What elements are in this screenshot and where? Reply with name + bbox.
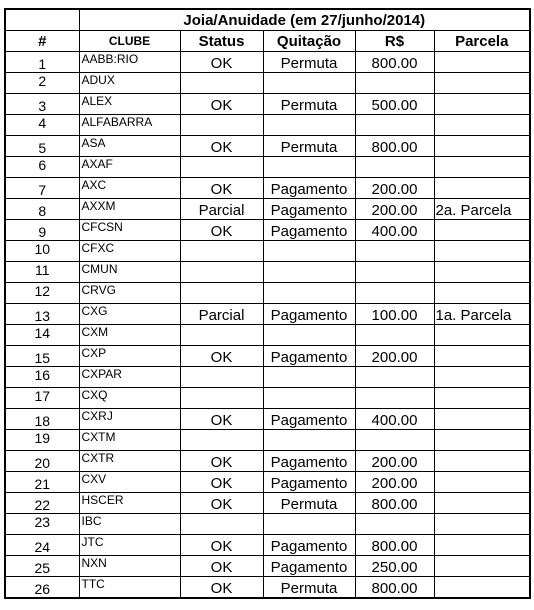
clube-cell: CXTM bbox=[79, 430, 180, 451]
valor-cell bbox=[355, 430, 434, 451]
col-header-status: Status bbox=[180, 31, 263, 52]
parcela-cell bbox=[434, 178, 530, 199]
status-cell: OK bbox=[180, 346, 263, 367]
status-cell: OK bbox=[180, 451, 263, 472]
parcela-cell bbox=[434, 388, 530, 409]
quitacao-cell: Permuta bbox=[263, 94, 355, 115]
row-number: 19 bbox=[5, 430, 79, 451]
parcela-cell bbox=[434, 535, 530, 556]
row-number: 15 bbox=[5, 346, 79, 367]
status-cell: OK bbox=[180, 535, 263, 556]
table-row bbox=[5, 94, 530, 115]
status-cell: Parcial bbox=[180, 304, 263, 325]
title-blank-cell bbox=[5, 9, 79, 31]
valor-cell: 200.00 bbox=[355, 199, 434, 220]
row-number: 12 bbox=[5, 283, 79, 304]
quitacao-cell bbox=[263, 367, 355, 388]
table-row bbox=[5, 52, 530, 73]
table-row bbox=[5, 283, 530, 304]
clube-cell: JTC bbox=[79, 535, 180, 556]
valor-cell bbox=[355, 241, 434, 262]
table-row bbox=[5, 430, 530, 451]
quitacao-cell: Permuta bbox=[263, 493, 355, 514]
valor-cell: 500.00 bbox=[355, 94, 434, 115]
parcela-cell bbox=[434, 514, 530, 535]
status-cell bbox=[180, 283, 263, 304]
clube-cell: ASA bbox=[79, 136, 180, 157]
table-row bbox=[5, 346, 530, 367]
row-number: 2 bbox=[5, 73, 79, 94]
quitacao-cell: Pagamento bbox=[263, 220, 355, 241]
quitacao-cell: Permuta bbox=[263, 136, 355, 157]
valor-cell: 400.00 bbox=[355, 409, 434, 430]
parcela-cell bbox=[434, 409, 530, 430]
row-number: 23 bbox=[5, 514, 79, 535]
table-row bbox=[5, 472, 530, 493]
header-row bbox=[5, 31, 530, 52]
valor-cell bbox=[355, 325, 434, 346]
col-header-parcela: Parcela bbox=[434, 31, 530, 52]
valor-cell bbox=[355, 388, 434, 409]
status-cell bbox=[180, 157, 263, 178]
quitacao-cell: Pagamento bbox=[263, 304, 355, 325]
status-cell bbox=[180, 325, 263, 346]
table-row bbox=[5, 178, 530, 199]
row-number: 3 bbox=[5, 94, 79, 115]
row-number: 24 bbox=[5, 535, 79, 556]
row-number: 8 bbox=[5, 199, 79, 220]
row-number: 18 bbox=[5, 409, 79, 430]
status-cell: OK bbox=[180, 577, 263, 599]
quitacao-cell: Pagamento bbox=[263, 199, 355, 220]
table-title: Joia/Anuidade (em 27/junho/2014) bbox=[79, 9, 530, 31]
row-number: 9 bbox=[5, 220, 79, 241]
parcela-cell bbox=[434, 241, 530, 262]
status-cell bbox=[180, 262, 263, 283]
parcela-cell bbox=[434, 283, 530, 304]
table-row bbox=[5, 451, 530, 472]
status-cell bbox=[180, 367, 263, 388]
table-row bbox=[5, 136, 530, 157]
row-number: 25 bbox=[5, 556, 79, 577]
valor-cell bbox=[355, 514, 434, 535]
col-header-valor: R$ bbox=[355, 31, 434, 52]
valor-cell: 200.00 bbox=[355, 178, 434, 199]
parcela-cell bbox=[434, 136, 530, 157]
status-cell: OK bbox=[180, 472, 263, 493]
valor-cell: 100.00 bbox=[355, 304, 434, 325]
quitacao-cell: Pagamento bbox=[263, 409, 355, 430]
row-number: 22 bbox=[5, 493, 79, 514]
status-cell: OK bbox=[180, 409, 263, 430]
parcela-cell bbox=[434, 493, 530, 514]
valor-cell: 200.00 bbox=[355, 472, 434, 493]
table-row bbox=[5, 367, 530, 388]
clube-cell: CFXC bbox=[79, 241, 180, 262]
col-header-clube: CLUBE bbox=[79, 31, 180, 52]
status-cell: OK bbox=[180, 220, 263, 241]
parcela-cell bbox=[434, 262, 530, 283]
valor-cell bbox=[355, 367, 434, 388]
table-row bbox=[5, 262, 530, 283]
valor-cell bbox=[355, 73, 434, 94]
parcela-cell bbox=[434, 220, 530, 241]
col-header-quitacao: Quitação bbox=[263, 31, 355, 52]
col-header-number: # bbox=[5, 31, 79, 52]
parcela-cell bbox=[434, 367, 530, 388]
quitacao-cell: Pagamento bbox=[263, 472, 355, 493]
status-cell bbox=[180, 514, 263, 535]
quitacao-cell bbox=[263, 325, 355, 346]
status-cell: OK bbox=[180, 52, 263, 73]
clube-cell: CRVG bbox=[79, 283, 180, 304]
quitacao-cell bbox=[263, 157, 355, 178]
status-cell: OK bbox=[180, 556, 263, 577]
joia-anuidade-table bbox=[4, 8, 531, 599]
valor-cell: 800.00 bbox=[355, 493, 434, 514]
row-number: 4 bbox=[5, 115, 79, 136]
parcela-cell bbox=[434, 577, 530, 599]
table-row bbox=[5, 535, 530, 556]
clube-cell: CXRJ bbox=[79, 409, 180, 430]
status-cell: OK bbox=[180, 493, 263, 514]
row-number: 7 bbox=[5, 178, 79, 199]
valor-cell: 200.00 bbox=[355, 451, 434, 472]
clube-cell: AABB:RIO bbox=[79, 52, 180, 73]
clube-cell: CXM bbox=[79, 325, 180, 346]
parcela-cell bbox=[434, 73, 530, 94]
table-row bbox=[5, 304, 530, 325]
clube-cell: TTC bbox=[79, 577, 180, 599]
row-number: 16 bbox=[5, 367, 79, 388]
table-row bbox=[5, 73, 530, 94]
valor-cell: 800.00 bbox=[355, 52, 434, 73]
clube-cell: CFCSN bbox=[79, 220, 180, 241]
status-cell bbox=[180, 388, 263, 409]
row-number: 5 bbox=[5, 136, 79, 157]
row-number: 14 bbox=[5, 325, 79, 346]
table-row bbox=[5, 409, 530, 430]
valor-cell bbox=[355, 283, 434, 304]
parcela-cell bbox=[434, 157, 530, 178]
quitacao-cell bbox=[263, 388, 355, 409]
parcela-cell bbox=[434, 430, 530, 451]
parcela-cell bbox=[434, 52, 530, 73]
status-cell: OK bbox=[180, 94, 263, 115]
parcela-cell bbox=[434, 115, 530, 136]
table-row bbox=[5, 157, 530, 178]
valor-cell: 800.00 bbox=[355, 535, 434, 556]
parcela-cell: 1a. Parcela bbox=[434, 304, 530, 325]
quitacao-cell: Pagamento bbox=[263, 346, 355, 367]
row-number: 10 bbox=[5, 241, 79, 262]
table-row bbox=[5, 199, 530, 220]
clube-cell: ADUX bbox=[79, 73, 180, 94]
clube-cell: IBC bbox=[79, 514, 180, 535]
parcela-cell bbox=[434, 472, 530, 493]
parcela-cell: 2a. Parcela bbox=[434, 199, 530, 220]
row-number: 1 bbox=[5, 52, 79, 73]
row-number: 21 bbox=[5, 472, 79, 493]
status-cell: Parcial bbox=[180, 199, 263, 220]
quitacao-cell: Pagamento bbox=[263, 451, 355, 472]
parcela-cell bbox=[434, 94, 530, 115]
quitacao-cell: Permuta bbox=[263, 577, 355, 599]
row-number: 17 bbox=[5, 388, 79, 409]
quitacao-cell: Pagamento bbox=[263, 556, 355, 577]
table-row bbox=[5, 493, 530, 514]
clube-cell: CMUN bbox=[79, 262, 180, 283]
valor-cell: 400.00 bbox=[355, 220, 434, 241]
status-cell bbox=[180, 115, 263, 136]
row-number: 11 bbox=[5, 262, 79, 283]
table-row bbox=[5, 388, 530, 409]
clube-cell: CXV bbox=[79, 472, 180, 493]
table-row bbox=[5, 325, 530, 346]
parcela-cell bbox=[434, 325, 530, 346]
quitacao-cell bbox=[263, 262, 355, 283]
table-row bbox=[5, 556, 530, 577]
status-cell bbox=[180, 73, 263, 94]
table-row bbox=[5, 241, 530, 262]
valor-cell: 250.00 bbox=[355, 556, 434, 577]
valor-cell: 800.00 bbox=[355, 136, 434, 157]
valor-cell: 200.00 bbox=[355, 346, 434, 367]
status-cell bbox=[180, 430, 263, 451]
quitacao-cell bbox=[263, 430, 355, 451]
clube-cell: CXG bbox=[79, 304, 180, 325]
clube-cell: CXQ bbox=[79, 388, 180, 409]
table-row bbox=[5, 220, 530, 241]
title-row bbox=[5, 9, 530, 31]
clube-cell: CXP bbox=[79, 346, 180, 367]
parcela-cell bbox=[434, 556, 530, 577]
clube-cell: HSCER bbox=[79, 493, 180, 514]
valor-cell bbox=[355, 157, 434, 178]
clube-cell: AXC bbox=[79, 178, 180, 199]
row-number: 20 bbox=[5, 451, 79, 472]
status-cell bbox=[180, 241, 263, 262]
quitacao-cell bbox=[263, 514, 355, 535]
valor-cell bbox=[355, 262, 434, 283]
table-row bbox=[5, 577, 530, 599]
parcela-cell bbox=[434, 451, 530, 472]
clube-cell: NXN bbox=[79, 556, 180, 577]
parcela-cell bbox=[434, 346, 530, 367]
status-cell: OK bbox=[180, 136, 263, 157]
quitacao-cell: Pagamento bbox=[263, 178, 355, 199]
valor-cell: 800.00 bbox=[355, 577, 434, 599]
table-body bbox=[5, 52, 530, 599]
quitacao-cell bbox=[263, 115, 355, 136]
status-cell: OK bbox=[180, 178, 263, 199]
row-number: 6 bbox=[5, 157, 79, 178]
quitacao-cell: Pagamento bbox=[263, 535, 355, 556]
clube-cell: CXTR bbox=[79, 451, 180, 472]
quitacao-cell bbox=[263, 73, 355, 94]
quitacao-cell: Permuta bbox=[263, 52, 355, 73]
table-row bbox=[5, 115, 530, 136]
row-number: 13 bbox=[5, 304, 79, 325]
clube-cell: ALFABARRA bbox=[79, 115, 180, 136]
clube-cell: AXAF bbox=[79, 157, 180, 178]
table-row bbox=[5, 514, 530, 535]
quitacao-cell bbox=[263, 241, 355, 262]
clube-cell: CXPAR bbox=[79, 367, 180, 388]
row-number: 26 bbox=[5, 577, 79, 599]
quitacao-cell bbox=[263, 283, 355, 304]
clube-cell: ALEX bbox=[79, 94, 180, 115]
clube-cell: AXXM bbox=[79, 199, 180, 220]
valor-cell bbox=[355, 115, 434, 136]
